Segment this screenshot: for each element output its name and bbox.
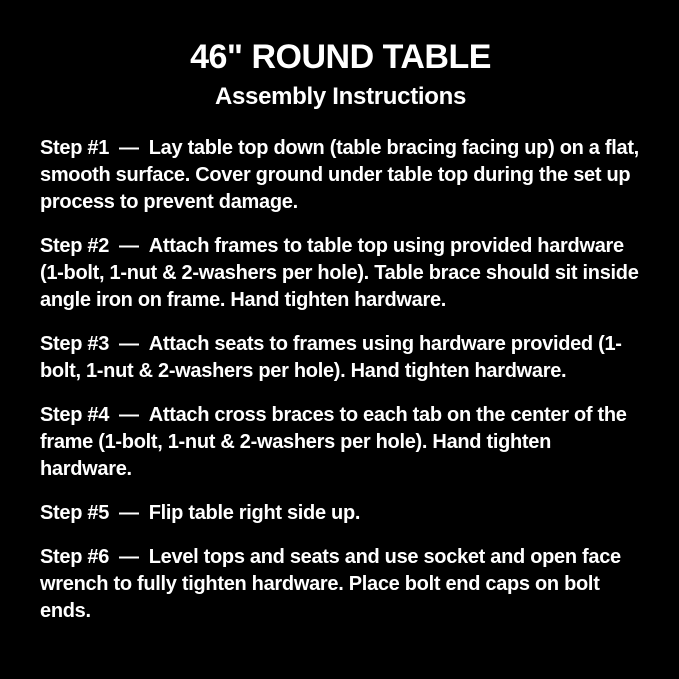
step-1 [40, 135, 641, 216]
step-6 [40, 544, 641, 625]
step-2-label: Step #2 [40, 235, 110, 257]
poster-subtitle: Assembly Instructions [214, 83, 467, 110]
poster-title: 46" ROUND TABLE [190, 38, 491, 76]
step-6-text: Level tops and seats and use socket and open face wrench to fully tighten hardware. Place bolt end caps on bolt ends. [40, 546, 621, 622]
step-6-dash: — [119, 546, 139, 568]
step-3 [40, 331, 641, 385]
step-1-dash: — [119, 137, 139, 159]
step-2 [40, 233, 641, 314]
step-4-text: Attach cross braces to each tab on the center of the frame (1-bolt, 1-nut & 2-washers per hole). Hand tighten hardware. [40, 404, 627, 480]
step-4-label: Step #4 [40, 404, 110, 426]
step-3-label: Step #3 [40, 333, 110, 355]
step-2-dash: — [119, 235, 139, 257]
step-4 [40, 402, 641, 483]
step-1-label: Step #1 [40, 137, 110, 159]
step-5-text: Flip table right side up. [148, 502, 361, 524]
step-5-label: Step #5 [40, 502, 110, 524]
step-4-dash: — [119, 404, 139, 426]
step-5-dash: — [119, 502, 139, 524]
step-6-label: Step #6 [40, 546, 110, 568]
step-2-text: Attach frames to table top using provided hardware (1-bolt, 1-nut & 2-washers per hole). Table brace should sit inside angle iron on frame. Hand tighten hardware. [40, 235, 639, 311]
steps-list [40, 135, 641, 625]
step-5 [40, 500, 641, 527]
step-3-text: Attach seats to frames using hardware provided (1-bolt, 1-nut & 2-washers per hole). Hand tighten hardware. [40, 333, 622, 382]
step-3-dash: — [119, 333, 139, 355]
step-1-text: Lay table top down (table bracing facing up) on a flat, smooth surface. Cover ground under table top during the set up process to prevent damage. [40, 137, 639, 213]
